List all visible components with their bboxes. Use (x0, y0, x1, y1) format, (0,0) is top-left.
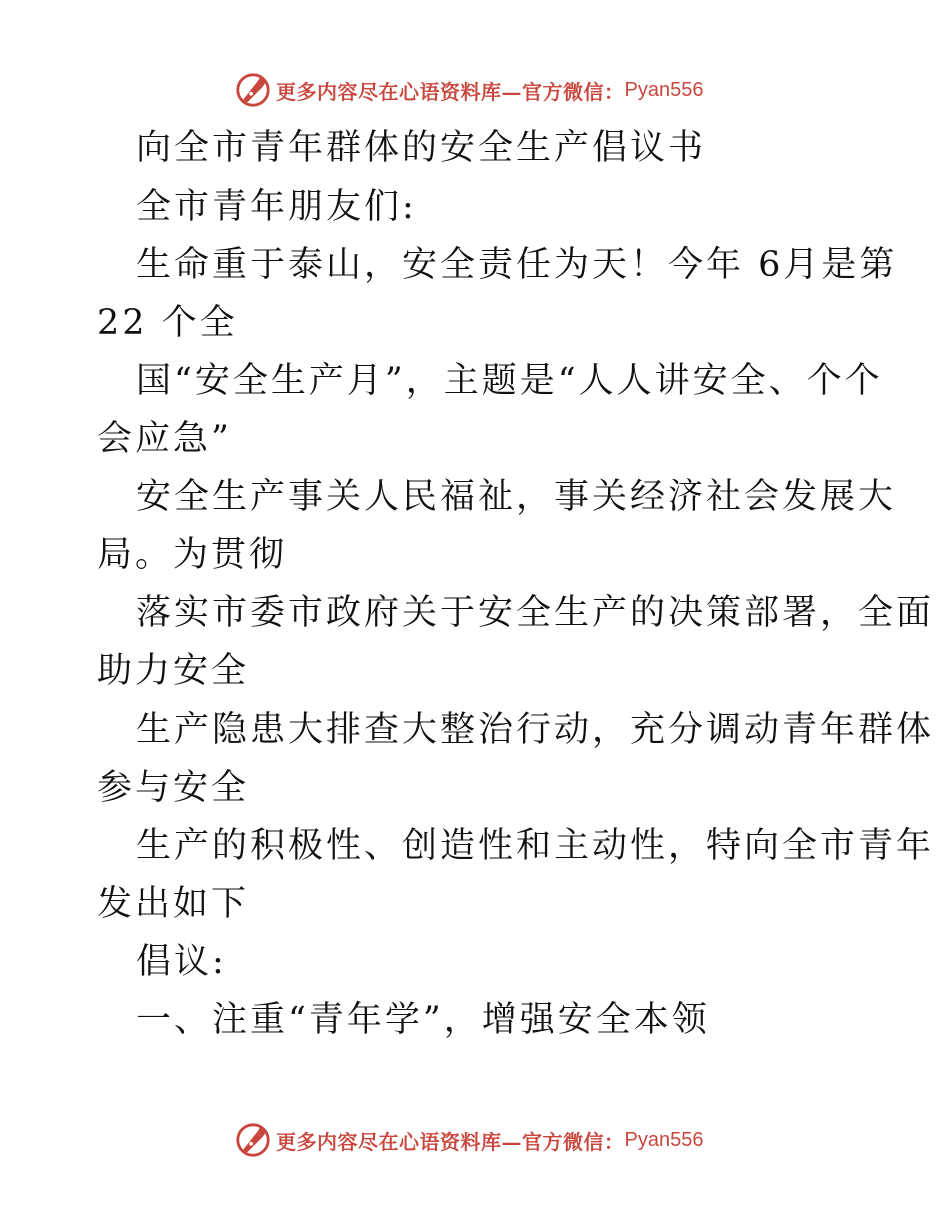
paragraph-line: 落实市委市政府关于安全生产的决策部署，全面 (136, 593, 935, 633)
section-heading: 一、注重“青年学”，增强安全本领 (136, 1000, 710, 1040)
paragraph-line: 安全生产事关人民福祉，事关经济社会发展大 (136, 477, 897, 517)
paragraph-line: 参与安全 (97, 768, 250, 808)
watermark-text: 更多内容尽在心语资料库—官方微信： (276, 1129, 625, 1154)
paragraph-line: 倡议: (136, 942, 227, 982)
paragraph-line: 助力安全 (97, 651, 250, 691)
paragraph-line: 22 个全 (97, 303, 238, 343)
watermark-banner-top (234, 70, 703, 110)
salutation: 全市青年朋友们: (136, 187, 417, 227)
paragraph-line: 生命重于泰山，安全责任为天！今年 6月是第 (136, 245, 898, 285)
watermark-text: 更多内容尽在心语资料库—官方微信： (276, 79, 625, 104)
watermark-wechat-id: Pyan556 (624, 78, 704, 101)
document-title: 向全市青年群体的安全生产倡议书 (136, 128, 707, 168)
pen-nib-logo-icon (234, 71, 272, 109)
paragraph-line: 局。为贯彻 (97, 535, 288, 575)
paragraph-line: 发出如下 (97, 884, 250, 924)
paragraph-line: 生产隐患大排查大整治行动，充分调动青年群体 (136, 710, 935, 750)
watermark-banner-bottom (234, 1120, 703, 1160)
paragraph-line: 国“安全生产月”，主题是“人人讲安全、个个 (136, 361, 883, 401)
paragraph-line: 会应急” (97, 419, 232, 459)
watermark-wechat-id: Pyan556 (624, 1128, 704, 1151)
paragraph-line: 生产的积极性、创造性和主动性，特向全市青年 (136, 826, 935, 866)
pen-nib-logo-icon (234, 1121, 272, 1159)
